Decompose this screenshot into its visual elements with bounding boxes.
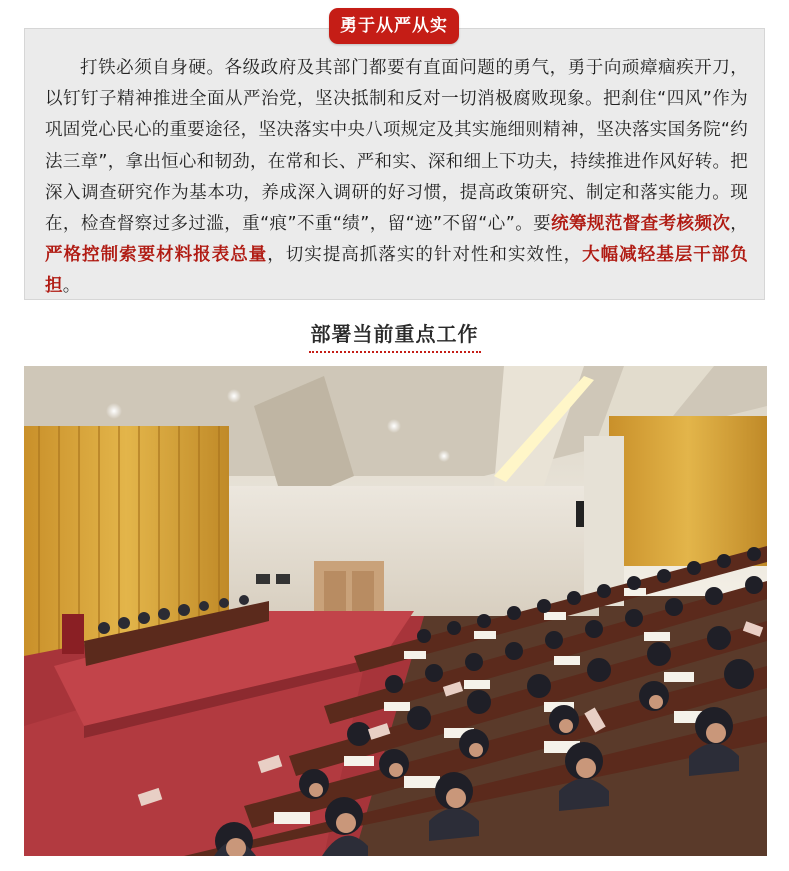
quote-box [24,28,765,300]
section-badge: 勇于从严从实 [329,8,459,44]
quote-text-end: 。 [62,276,81,297]
conference-hall-illustration [24,366,767,856]
quote-paragraph [45,53,748,303]
conference-photo [24,366,767,856]
quote-text-1: 打铁必须自身硬。各级政府及其部门都要有直面问题的勇气，勇于向顽瘴痼疾开刀，以钉钉子精神推进全面从严治党，坚决抵制和反对一切消极腐败现象。把刹住“四风”作为巩固党心民心的重要途径，坚决落实中央八项规定及其实施细则精神，坚决落实国务院“约法三章”，拿出恒心和韧劲，在常和长、严和实、深和细上下功夫，持续推进作风好转。把深入调查研究作为基本功，养成深入调研的好习惯，提高政策研究、制定和落实能力。现在，检查督察过多过滥，重“痕”不重“绩”，留“迹”不留“心”。要 [45,58,748,235]
section-title: 部署当前重点工作 [309,318,481,353]
highlight-text-2: 严格控制索要材料报表总量 [45,245,268,266]
highlight-text-1: 统筹规范督查考核频次 [551,214,731,235]
quote-sep-1: ， [730,214,748,235]
highlight-text-3: 大幅减轻基层干部负担 [45,245,748,297]
section-heading [0,318,789,353]
quote-text-middle: ，切实提高抓落实的针对性和实效性， [267,245,583,266]
